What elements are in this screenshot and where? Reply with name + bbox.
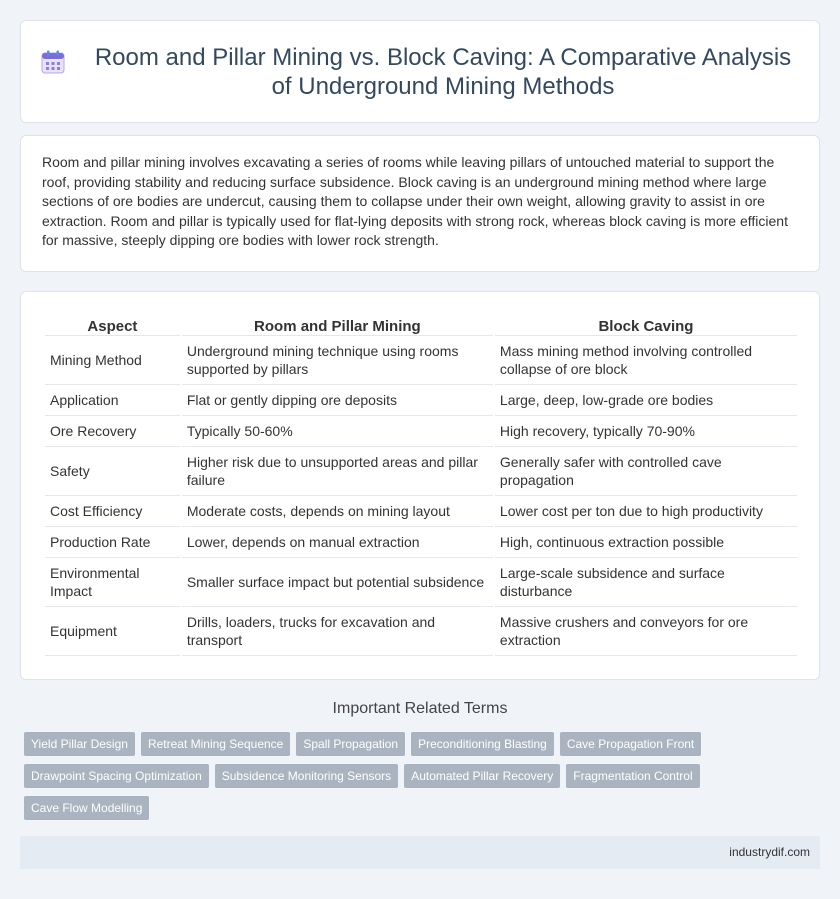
table-header-row <box>45 314 797 336</box>
table-row <box>45 385 797 416</box>
tag-subsidence-monitoring-sensors[interactable]: Subsidence Monitoring Sensors <box>215 764 398 788</box>
tag-cave-flow-modelling[interactable]: Cave Flow Modelling <box>24 796 149 820</box>
row-block-caving: Generally safer with controlled cave propagation <box>495 447 797 496</box>
row-room-and-pillar: Drills, loaders, trucks for excavation and transport <box>182 607 493 656</box>
row-room-and-pillar: Underground mining technique using rooms supported by pillars <box>182 336 493 385</box>
row-aspect: Safety <box>45 447 180 496</box>
row-aspect: Cost Efficiency <box>45 496 180 527</box>
row-block-caving: Large-scale subsidence and surface disturbance <box>495 558 797 607</box>
tag-retreat-mining-sequence[interactable]: Retreat Mining Sequence <box>141 732 290 756</box>
row-block-caving: Lower cost per ton due to high productivity <box>495 496 797 527</box>
table-row <box>45 496 797 527</box>
row-aspect: Production Rate <box>45 527 180 558</box>
table-row <box>45 527 797 558</box>
row-aspect: Mining Method <box>45 336 180 385</box>
row-room-and-pillar: Typically 50-60% <box>182 416 493 447</box>
footer <box>20 836 820 869</box>
related-terms-title: Important Related Terms <box>332 700 508 717</box>
comparison-table-card <box>20 291 820 680</box>
header-card <box>20 20 820 123</box>
row-block-caving: Large, deep, low-grade ore bodies <box>495 385 797 416</box>
table-row <box>45 558 797 607</box>
title-wrap <box>40 43 800 101</box>
row-room-and-pillar: Moderate costs, depends on mining layout <box>182 496 493 527</box>
header-aspect: Aspect <box>45 314 180 336</box>
header-block-caving: Block Caving <box>495 314 797 336</box>
calendar-icon <box>40 49 66 75</box>
footer-site-link[interactable]: industrydif.com <box>729 845 810 859</box>
row-aspect: Ore Recovery <box>45 416 180 447</box>
tag-drawpoint-spacing-optimization[interactable]: Drawpoint Spacing Optimization <box>24 764 209 788</box>
row-aspect: Environmental Impact <box>45 558 180 607</box>
row-block-caving: Mass mining method involving controlled collapse of ore block <box>495 336 797 385</box>
row-aspect: Equipment <box>45 607 180 656</box>
table-row <box>45 336 797 385</box>
table-row <box>45 416 797 447</box>
table-row <box>45 447 797 496</box>
tag-yield-pillar-design[interactable]: Yield Pillar Design <box>24 732 135 756</box>
tag-fragmentation-control[interactable]: Fragmentation Control <box>566 764 699 788</box>
row-block-caving: Massive crushers and conveyors for ore extraction <box>495 607 797 656</box>
tag-cave-propagation-front[interactable]: Cave Propagation Front <box>560 732 701 756</box>
intro-paragraph: Room and pillar mining involves excavating a series of rooms while leaving pillars of untouched material to support the roof, providing stability and reducing surface subsidence. Block caving is an underground mining method where large sections of ore bodies are undercut, causing them to collapse under their own weight, allowing gravity to assist in ore extraction. Room and pillar is typically used for flat-lying deposits with strong rock, whereas block caving is more efficient for massive, steeply dipping ore bodies with lower rock strength. <box>42 154 788 248</box>
row-block-caving: High, continuous extraction possible <box>495 527 797 558</box>
row-block-caving: High recovery, typically 70-90% <box>495 416 797 447</box>
comparison-table <box>43 314 799 656</box>
row-room-and-pillar: Higher risk due to unsupported areas and pillar failure <box>182 447 493 496</box>
tag-preconditioning-blasting[interactable]: Preconditioning Blasting <box>411 732 554 756</box>
tag-automated-pillar-recovery[interactable]: Automated Pillar Recovery <box>404 764 560 788</box>
row-room-and-pillar: Flat or gently dipping ore deposits <box>182 385 493 416</box>
row-room-and-pillar: Smaller surface impact but potential subsidence <box>182 558 493 607</box>
row-aspect: Application <box>45 385 180 416</box>
related-terms-tags <box>24 732 824 828</box>
table-row <box>45 607 797 656</box>
row-room-and-pillar: Lower, depends on manual extraction <box>182 527 493 558</box>
intro-card <box>20 135 820 272</box>
page-title: Room and Pillar Mining vs. Block Caving: A Comparative Analysis of Underground Mining Methods <box>94 43 792 100</box>
tag-spall-propagation[interactable]: Spall Propagation <box>296 732 405 756</box>
header-room-and-pillar: Room and Pillar Mining <box>182 314 493 336</box>
